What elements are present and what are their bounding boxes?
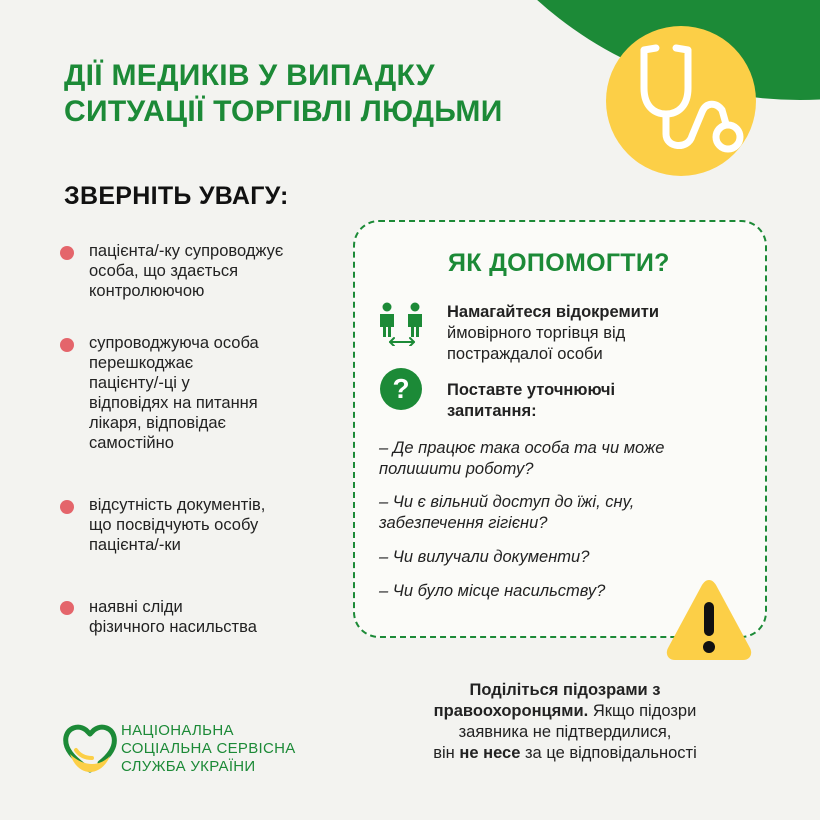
attention-item-2: супроводжуюча особа перешкоджає пацієнту/-ці у відповідях на питання лікаря, відповідає самостійно [89,334,259,452]
tip-ask-questions: Поставте уточнюючі запитання: [447,381,616,420]
organization-name: НАЦІОНАЛЬНА СОЦІАЛЬНА СЕРВІСНА СЛУЖБА УКРАЇНИ [121,722,296,775]
page-title [64,58,584,130]
stethoscope-icon [606,26,756,176]
help-heading: ЯК ДОПОМОГТИ? [448,249,670,277]
heart-hands-logo [62,720,118,776]
title-line-2: СИТУАЦІЇ ТОРГІВЛІ ЛЮДЬМИ [64,95,503,128]
attention-item-4: наявні сліди фізичного насильства [89,598,257,636]
title-line-1: ДІЇ МЕДИКІВ У ВИПАДКУ [64,59,435,92]
attention-heading: ЗВЕРНІТЬ УВАГУ: [64,182,289,210]
bullet-dot [60,338,74,352]
tip-separate: Намагайтеся відокремити ймовірного торгівця від постраждалої особи [447,303,660,363]
warning-icon [664,576,754,662]
question-item-3: – Чи вилучали документи? [379,548,590,566]
bullet-dot [60,246,74,260]
bullet-dot [60,500,74,514]
report-note: Поділіться підозрами з правоохоронцями. Якщо підозри заявника не підтвердилися, він не несе за це відповідальності [433,681,697,762]
question-icon: ? [380,368,422,410]
attention-item-1: пацієнта/-ку супроводжує особа, що здається контролюючою [89,242,284,300]
question-item-2: – Чи є вільний доступ до їжі, сну, забезпечення гігієни? [379,493,635,532]
question-item-4: – Чи було місце насильству? [379,582,606,600]
question-item-1: – Де працює така особа та чи може полишити роботу? [379,439,665,478]
bullet-dot [60,601,74,615]
attention-item-3: відсутність документів, що посвідчують особу пацієнта/-ки [89,496,266,554]
people-separate-icon [376,302,428,346]
